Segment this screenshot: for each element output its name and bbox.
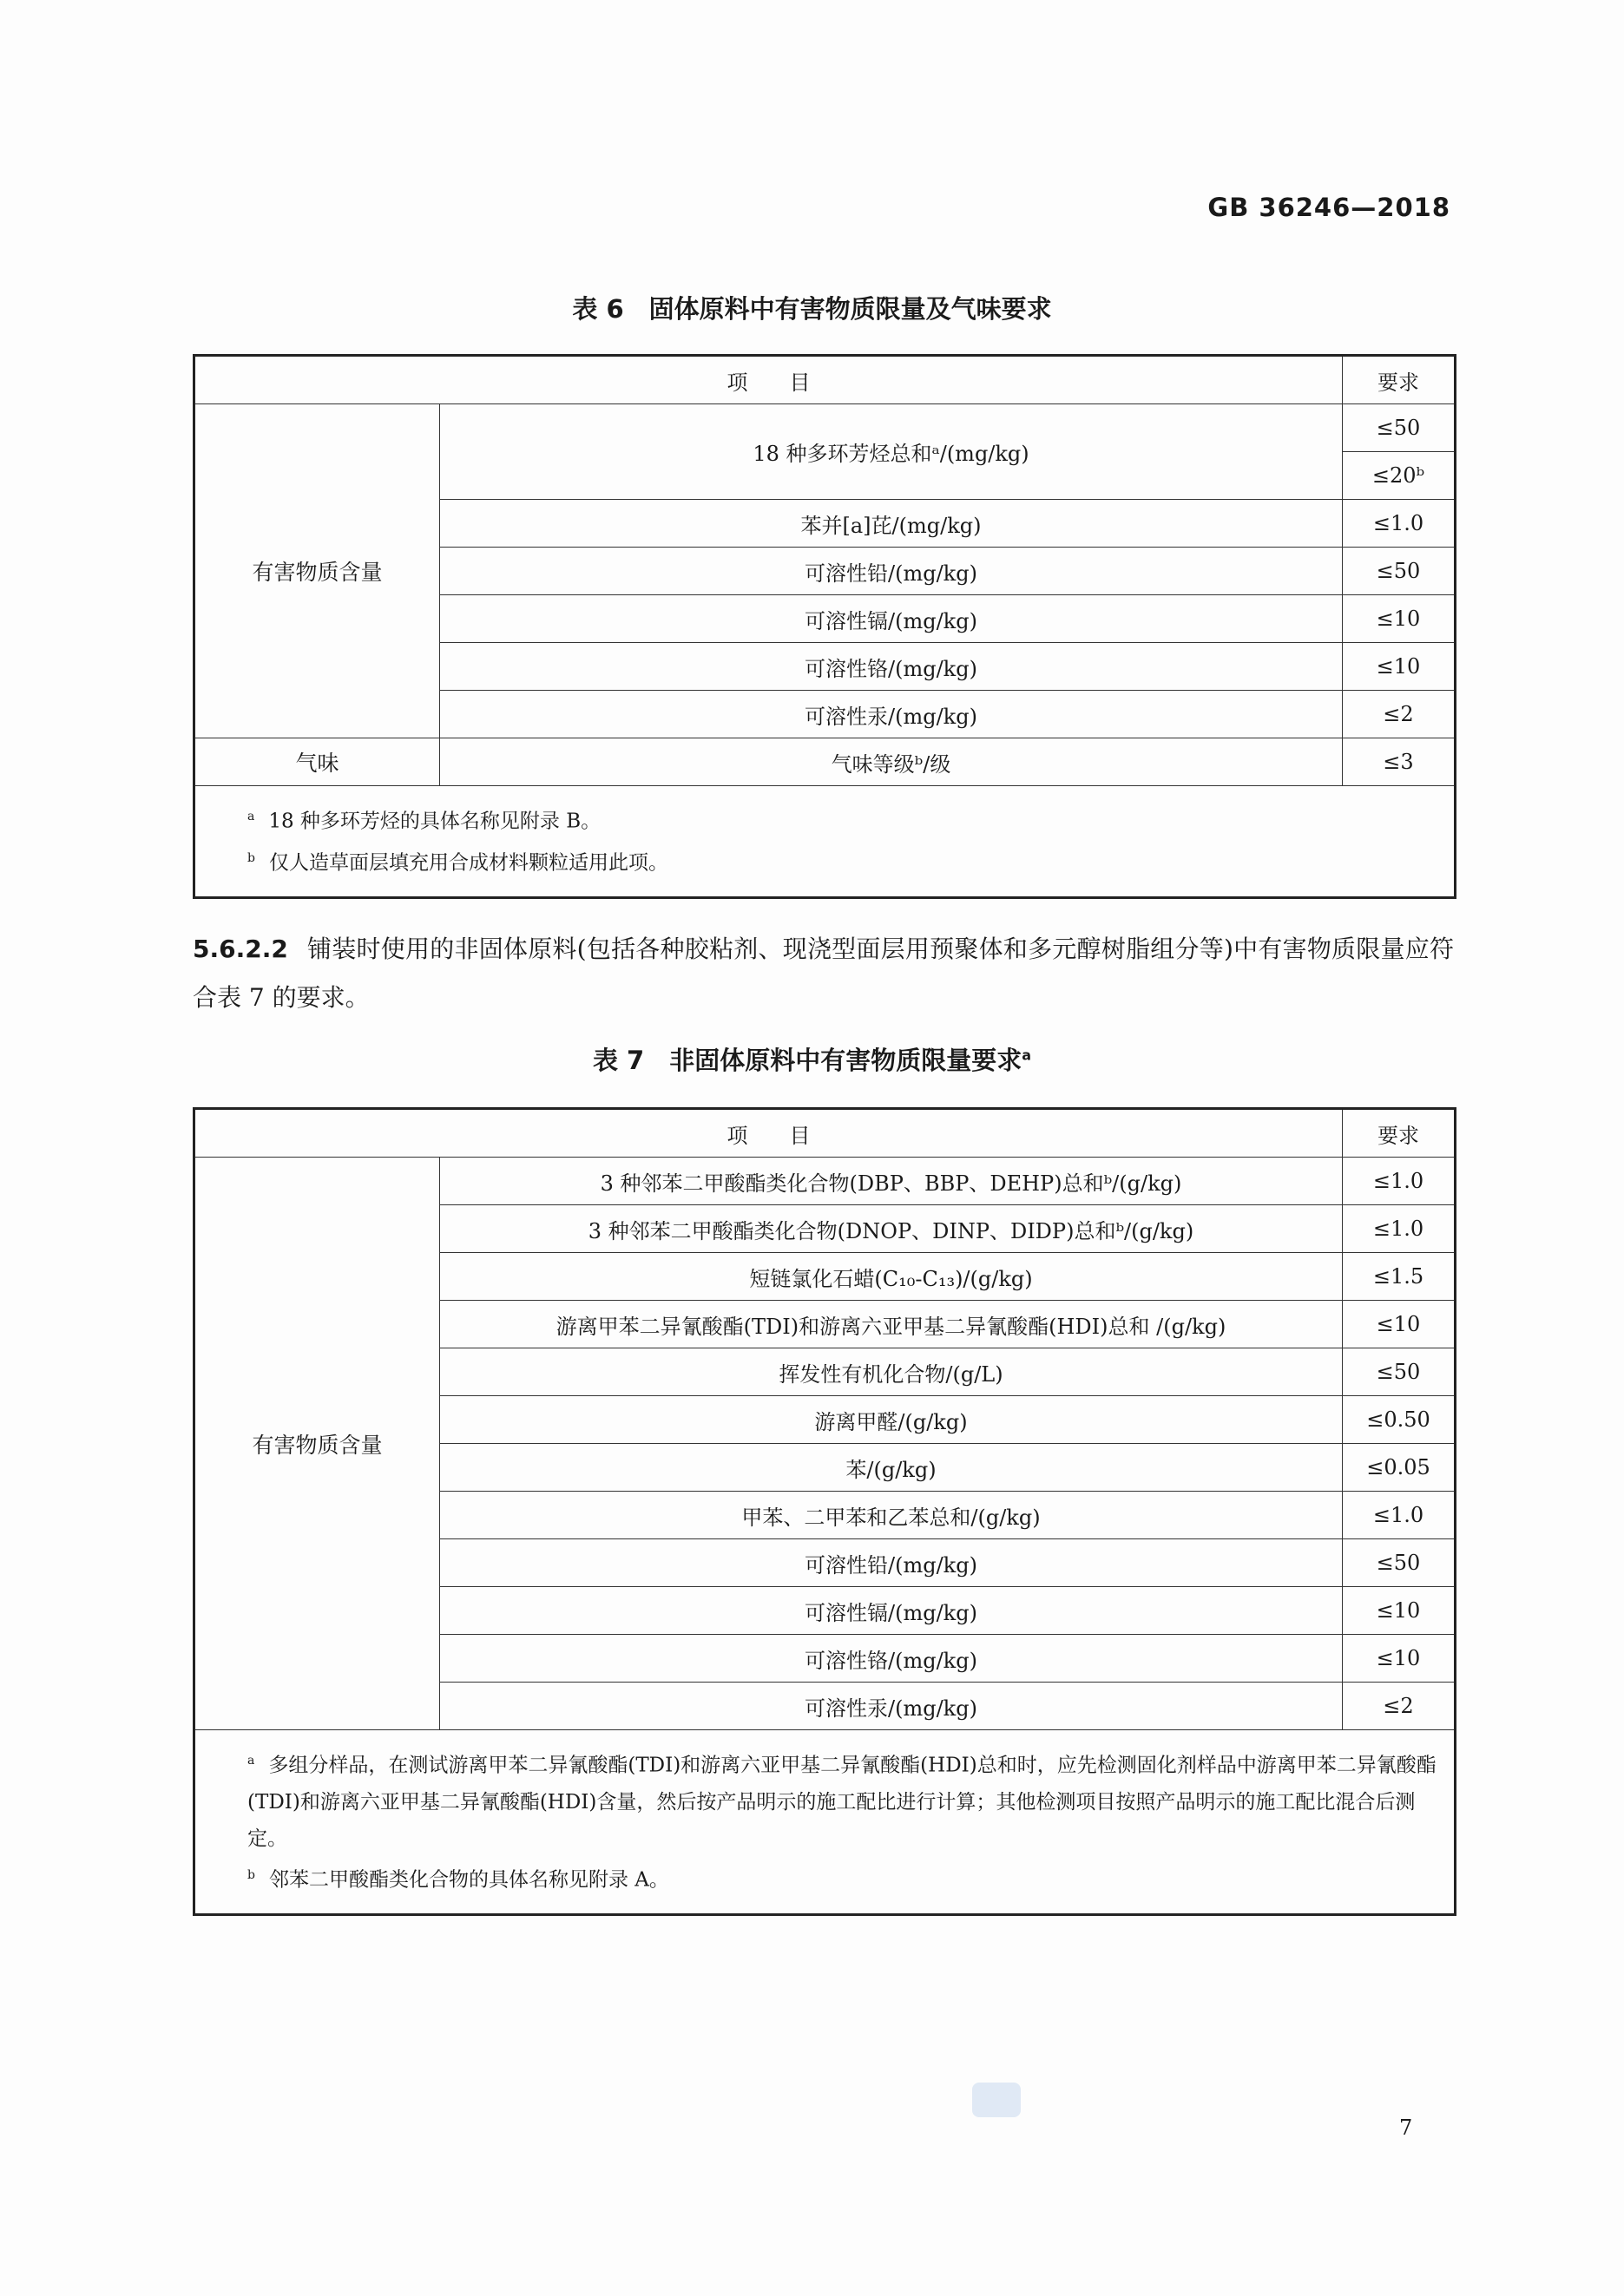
row-req: ≤1.0: [1343, 1492, 1456, 1539]
table-row: [194, 1158, 1456, 1205]
footnote-text: 邻苯二甲酸酯类化合物的具体名称见附录 A。: [268, 1868, 669, 1892]
row-item: 3 种邻苯二甲酸酯类化合物(DBP、BBP、DEHP)总和ᵇ/(g/kg): [440, 1158, 1343, 1205]
footnote-text: 仅人造草面层填充用合成材料颗粒适用此项。: [268, 851, 668, 875]
table7-category-harmful: 有害物质含量: [194, 1158, 440, 1730]
table6-footnotes: [194, 786, 1456, 898]
row-item: 可溶性铬/(mg/kg): [440, 1635, 1343, 1683]
table6-category-odor: 气味: [194, 738, 440, 786]
clause-text: 铺装时使用的非固体原料(包括各种胶粘剂、现浇型面层用预聚体和多元醇树脂组分等)中有害物质限量应符合表 7 的要求。: [193, 935, 1454, 1012]
row-req: ≤1.0: [1343, 1158, 1456, 1205]
table7-title: [0, 1041, 1624, 1077]
row-item: 可溶性铅/(mg/kg): [440, 1539, 1343, 1587]
footnote-text: 多组分样品，在测试游离甲苯二异氰酸酯(TDI)和游离六亚甲基二异氰酸酯(HDI)总和时，应先检测固化剂样品中游离甲苯二异氰酸酯(TDI)和游离六亚甲基二异氰酸酯(HDI)含量，然后按产品明示的施工配比进行计算；其他检测项目按照产品明示的施工配比混合后测定。: [247, 1754, 1437, 1850]
footnote-mark: a: [247, 810, 255, 823]
footnote-mark: b: [247, 850, 255, 865]
table6-header-req: 要求: [1343, 356, 1456, 404]
row-req: ≤2: [1343, 1683, 1456, 1730]
table7-title-text: 表 7 非固体原料中有害物质限量要求: [592, 1046, 1022, 1075]
row-req: ≤50: [1343, 548, 1456, 595]
watermark-logo-icon: [972, 2083, 1021, 2117]
row-req: ≤50: [1343, 1539, 1456, 1587]
row-item: 苯/(g/kg): [440, 1444, 1343, 1492]
table7-footnotes: [194, 1730, 1456, 1915]
row-req: ≤1.0: [1343, 1205, 1456, 1253]
row-item: 可溶性铬/(mg/kg): [440, 643, 1343, 691]
row-item: 游离甲醛/(g/kg): [440, 1396, 1343, 1444]
row-item: 可溶性镉/(mg/kg): [440, 1587, 1343, 1635]
row-item: 苯并[a]芘/(mg/kg): [440, 500, 1343, 548]
footnote: [247, 798, 1437, 840]
row-item: 挥发性有机化合物/(g/L): [440, 1348, 1343, 1396]
row-req: ≤0.50: [1343, 1396, 1456, 1444]
table6: [193, 354, 1456, 899]
row-item: 可溶性汞/(mg/kg): [440, 691, 1343, 738]
table6-pah-item: 18 种多环芳烃总和ᵃ/(mg/kg): [440, 404, 1343, 500]
row-req: ≤10: [1343, 643, 1456, 691]
table6-pah-req-1: ≤50: [1343, 404, 1456, 452]
row-req: ≤1.0: [1343, 500, 1456, 548]
row-req: ≤50: [1343, 1348, 1456, 1396]
table6-category-harmful: 有害物质含量: [194, 404, 440, 738]
footnote-text: 18 种多环芳烃的具体名称见附录 B。: [268, 810, 602, 833]
table6-pah-req-2: ≤20ᵇ: [1343, 452, 1456, 500]
footnote: [247, 1857, 1437, 1899]
table6-odor-req: ≤3: [1343, 738, 1456, 786]
row-item: 游离甲苯二异氰酸酯(TDI)和游离六亚甲基二异氰酸酯(HDI)总和 /(g/kg): [440, 1301, 1343, 1348]
standard-code: GB 36246—2018: [1207, 193, 1450, 222]
table7-header-item: 项 目: [194, 1109, 1343, 1158]
table6-title: 表 6 固体原料中有害物质限量及气味要求: [572, 294, 1052, 324]
table7: [193, 1107, 1456, 1916]
clause-paragraph: [193, 925, 1454, 1022]
table7-title-mark: a: [1022, 1046, 1032, 1064]
table6-odor-item: 气味等级ᵇ/级: [440, 738, 1343, 786]
row-item: 甲苯、二甲苯和乙苯总和/(g/kg): [440, 1492, 1343, 1539]
table6-header-item: 项 目: [194, 356, 1343, 404]
row-item: 可溶性汞/(mg/kg): [440, 1683, 1343, 1730]
row-req: ≤10: [1343, 595, 1456, 643]
row-item: 短链氯化石蜡(C₁₀-C₁₃)/(g/kg): [440, 1253, 1343, 1301]
row-req: ≤0.05: [1343, 1444, 1456, 1492]
row-item: 3 种邻苯二甲酸酯类化合物(DNOP、DINP、DIDP)总和ᵇ/(g/kg): [440, 1205, 1343, 1253]
footnote: [247, 840, 1437, 882]
row-req: ≤1.5: [1343, 1253, 1456, 1301]
row-item: 可溶性镉/(mg/kg): [440, 595, 1343, 643]
clause-number: 5.6.2.2: [193, 935, 288, 963]
page-number: 7: [1399, 2116, 1413, 2140]
row-req: ≤10: [1343, 1301, 1456, 1348]
row-item: 可溶性铅/(mg/kg): [440, 548, 1343, 595]
row-req: ≤2: [1343, 691, 1456, 738]
footnote-mark: a: [247, 1754, 255, 1768]
footnote-mark: b: [247, 1867, 255, 1882]
table7-header-req: 要求: [1343, 1109, 1456, 1158]
row-req: ≤10: [1343, 1587, 1456, 1635]
row-req: ≤10: [1343, 1635, 1456, 1683]
footnote: [247, 1742, 1437, 1857]
